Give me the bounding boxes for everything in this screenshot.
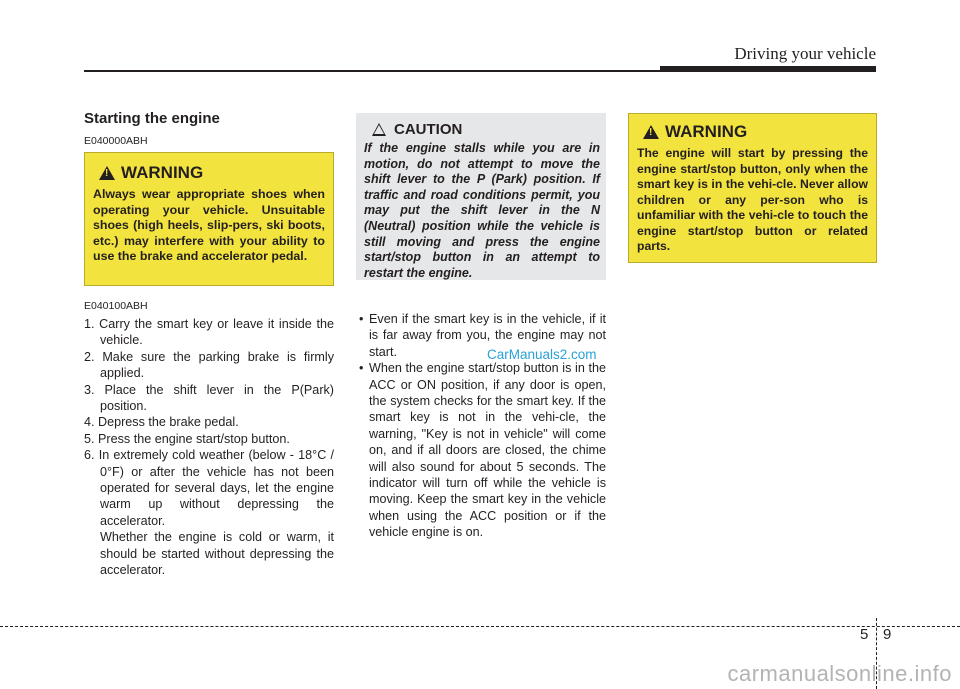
warning-title [99, 163, 325, 183]
warning-box-smart-key [628, 113, 877, 263]
footer-watermark: carmanualsonline.info [727, 661, 952, 686]
step-item: 4. Depress the brake pedal. [84, 415, 239, 430]
page-number: 9 [883, 626, 892, 643]
caution-title [372, 121, 600, 138]
step-item: 5. Press the engine start/stop button. [84, 431, 290, 446]
step-note: Whether the engine is cold or warm, it should be started without depressing the accelerator. [100, 530, 334, 578]
warning-title [643, 122, 868, 142]
warning-title-text: WARNING [121, 163, 204, 182]
procedure-code: E040100ABH [84, 300, 148, 312]
header-rule [84, 70, 660, 72]
warning-title-text: WARNING [665, 122, 748, 141]
step-item: 1. Carry the smart key or leave it inside the vehicle. [84, 317, 334, 348]
watermark-link[interactable]: CarManuals2.com [487, 347, 597, 362]
caution-body: If the engine stalls while you are in motion, do not attempt to move the shift lever to the P (Park) position. If traffic and road conditions permit, you may put the shift lever in the N (Neutral) position while the vehicle is still moving and press the engine start/stop button in an attempt to restart the engine. [364, 141, 600, 280]
step-item: 3. Place the shift lever in the P(Park) position. [84, 382, 334, 414]
header-rule-thick [660, 66, 876, 72]
warning-body: Always wear appropriate shoes when operating your vehicle. Unsuitable shoes (high heels, slip-pers, ski boots, etc.) may interfere with your ability to use the brake and accelerator pedal. [93, 187, 325, 263]
header-title: Driving your vehicle [734, 44, 876, 63]
caution-box [356, 113, 606, 280]
step-item: 2. Make sure the parking brake is firmly applied. [84, 349, 334, 381]
section-code: E040000ABH [84, 135, 148, 147]
step-item: 6. In extremely cold weather (below - 18°C / 0°F) or after the vehicle has not been operated for several days, let the engine warm up without depressing the accelerator. [84, 448, 334, 528]
note-item: • Even if the smart key is in the vehicle, if it is far away from you, the engine may not start. [356, 311, 606, 360]
section-title: Starting the engine [84, 110, 220, 127]
warning-body: The engine will start by pressing the engine start/stop button, only when the smart key is in the vehi-cle. Never allow children or any per-son who is unfamiliar with the vehi-cle to touch the engine start/stop button or related parts. [637, 146, 868, 253]
warning-icon [99, 166, 115, 180]
start-steps-list [84, 316, 334, 579]
caution-icon [372, 123, 386, 136]
warning-icon [643, 125, 659, 139]
smart-key-notes [356, 311, 606, 541]
footer-divider [0, 626, 960, 627]
chapter-number: 5 [860, 626, 869, 643]
warning-box-shoes [84, 152, 334, 286]
caution-title-text: CAUTION [394, 121, 463, 138]
note-item: • When the engine start/stop button is in the ACC or ON position, if any door is open, the system checks for the smart key. If the smart key is not in the vehi-cle, the warning, "Key is not in vehicle" will come on, and if all doors are closed, the chime will also sound for about 5 seconds. The indicator will turn off while the vehicle is moving. Keep the smart key in the vehicle when using the ACC position or if the vehicle engine is on. [356, 360, 606, 540]
